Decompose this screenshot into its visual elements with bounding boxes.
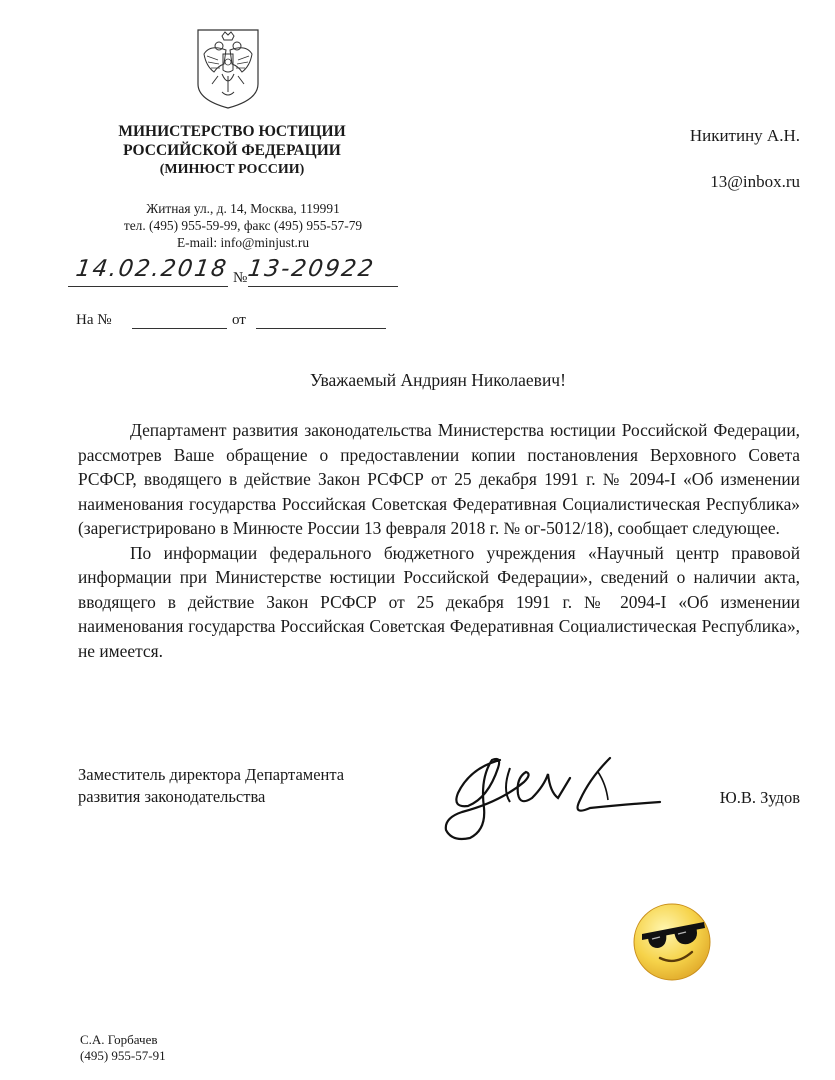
reference-date-blank [256, 328, 386, 329]
reference-number-blank [132, 328, 227, 329]
executor-name: С.А. Горбачев [80, 1032, 158, 1047]
ministry-name-line2: РОССИЙСКОЙ ФЕДЕРАЦИИ [123, 142, 341, 159]
registration-date: 14.02.2018 [74, 256, 230, 282]
reference-date-label: от [232, 312, 246, 328]
ministry-email: E-mail: info@minjust.ru [176, 235, 310, 250]
signer-position-line2: развития законодательства [78, 787, 266, 806]
ministry-contacts [96, 200, 390, 251]
sunglasses-smiley-icon [630, 900, 714, 984]
ministry-abbreviation: (МИНЮСТ РОССИИ) [159, 162, 305, 177]
ministry-name-line1: МИНИСТЕРСТВО ЮСТИЦИИ [118, 123, 346, 140]
reference-number-label: На № [76, 312, 112, 328]
recipient-name: Никитину А.Н. [689, 126, 800, 145]
ministry-header [96, 122, 368, 179]
registration-line [68, 256, 398, 296]
date-underline [68, 286, 228, 287]
coat-of-arms-icon [190, 26, 266, 110]
greeting: Уважаемый Андриян Николаевич! [310, 370, 566, 390]
number-underline [248, 286, 398, 287]
signer-position-line1: Заместитель директора Департамента [78, 765, 345, 784]
reference-line [76, 312, 396, 334]
recipient-block [600, 126, 800, 192]
registration-number: 13-20922 [246, 256, 377, 282]
signer-name: Ю.В. Зудов [719, 788, 800, 807]
ministry-phones: тел. (495) 955-59-99, факс (495) 955-57-79 [123, 218, 363, 233]
letter-body [78, 418, 800, 663]
body-paragraph-2: По информации федерального бюджетного учреждения «Научный центр правовой информации при Министерстве юстиции Российской Федерации», сведений о наличии акта, вводящего в действие Закон РСФСР от 25 декабря 1991 г. № 2094-I «Об изменении наименования государства Российская Советская Федеративная Социалистическая Республика», не имеется. [78, 542, 800, 661]
executor-phone: (495) 955-57-91 [80, 1048, 166, 1063]
body-paragraph-1: Департамент развития законодательства Министерства юстиции Российской Федерации, рассмотрев Ваше обращение о предоставлении копии постановления Верховного Совета РСФСР, вводящего в действие Закон РСФСР от 25 декабря 1991 г. № 2094-I «Об изменении наименования государства Российская Советская Федеративная Социалистическая Республика» (зарегистрировано в Минюсте России 13 февраля 2018 г. № ог-5012/18), сообщает следующее. [78, 420, 800, 538]
executor-info [80, 1032, 166, 1064]
signer-position [78, 764, 418, 808]
ministry-address: Житная ул., д. 14, Москва, 119991 [146, 201, 340, 216]
recipient-email: 13@inbox.ru [710, 172, 800, 191]
number-label: № [233, 270, 248, 286]
